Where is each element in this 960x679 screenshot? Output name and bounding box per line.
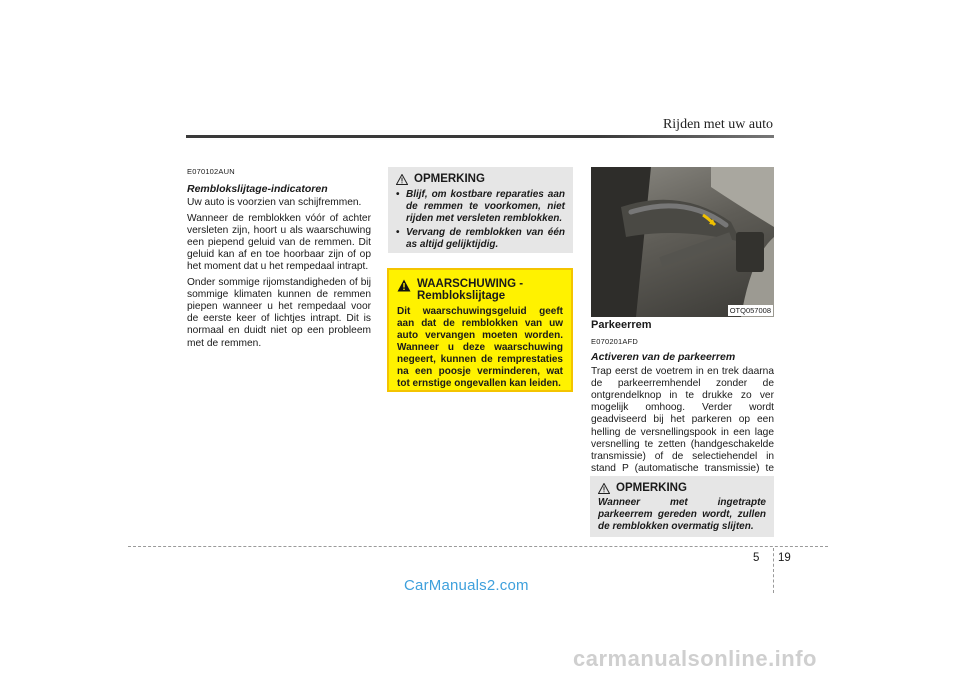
- right-column: [591, 319, 774, 491]
- parking-brake-illustration: [591, 167, 774, 317]
- running-title: Rijden met uw auto: [662, 117, 773, 132]
- header-rule: [186, 135, 774, 138]
- list-item: • Vervang de remblokken van één as altijd gelijktijdig.: [396, 227, 565, 251]
- note-box-parking: [590, 476, 774, 537]
- page-number: 19: [778, 552, 791, 564]
- warning-subtitle: Remblokslijtage: [417, 290, 506, 302]
- note-title: OPMERKING: [414, 173, 485, 185]
- warning-title: WAARSCHUWING -: [417, 278, 524, 290]
- section-subheading: Activeren van de parkeerrem: [591, 351, 736, 364]
- footer-rule: [128, 546, 828, 547]
- warning-icon: [397, 279, 411, 292]
- section-code: E070201AFD: [591, 337, 639, 347]
- list-item: • Blijf, om kostbare reparaties aan de remmen te voorkomen, niet rijden met versleten remblokken.: [396, 189, 565, 225]
- note-box: [388, 167, 573, 253]
- figure-code: OTQ057008: [729, 306, 771, 315]
- parking-brake-photo: [591, 167, 774, 317]
- note-list: [396, 189, 565, 251]
- caution-icon: [598, 483, 610, 494]
- caution-icon: [396, 174, 408, 185]
- paragraph: Trap eerst de voetrem in en trek daarna de parkeerremhendel zonder de ontgrendelknop in te drukke zo ver mogelijk omhoog. Verder wordt geadviseerd bij het parkeren op een helling de versnellingspook in een lage versnelling te zetten (handgeschakelde transmissie) of de selectiehendel in stand P (automatische transmissie) te: [591, 365, 774, 475]
- note-body: Wanneer met ingetrapte parkeerrem gereden wordt, zullen de remblokken overmatig slijten.: [598, 497, 766, 532]
- note-title: OPMERKING: [616, 482, 687, 494]
- warning-box: [387, 268, 573, 392]
- paragraph: Uw auto is voorzien van schijfremmen.: [187, 197, 362, 209]
- watermark-text: carmanualsonline.info: [573, 646, 817, 671]
- paragraph: Onder sommige rijomstandigheden of bij sommige klimaten kunnen de remmen piepen wanneer u het rempedaal voor de eerste keer of lichtjes intrapt. Dit is normaal en duidt niet op een probleem met de remmen.: [187, 276, 371, 349]
- warning-header: [397, 278, 563, 302]
- warning-body: Dit waarschuwingsgeluid geeft aan dat de remblokken van uw auto vervangen moeten worden. Wanneer u deze waarschuwing negeert, kunnen de remprestaties na een poosje verminderen, wat tot ernstige ongevallen kan leiden.: [397, 306, 563, 389]
- left-column: [187, 166, 371, 353]
- section-heading: Remblokslijtage-indicatoren: [187, 183, 328, 196]
- footer-divider: [773, 548, 774, 593]
- note-header: [396, 173, 565, 185]
- section-heading: Parkeerrem: [591, 319, 652, 331]
- paragraph: Wanneer de remblokken vóór of achter versleten zijn, hoort u als waarschuwing een piepend geluid van de remmen. Dit geluid kan af en toe hoorbaar zijn of op het moment dat u het rempedaal intrapt.: [187, 212, 371, 273]
- section-code: E070102AUN: [187, 167, 235, 176]
- note-header: [598, 482, 766, 494]
- watermark-link[interactable]: CarManuals2.com: [404, 577, 529, 594]
- chapter-number: 5: [753, 552, 760, 564]
